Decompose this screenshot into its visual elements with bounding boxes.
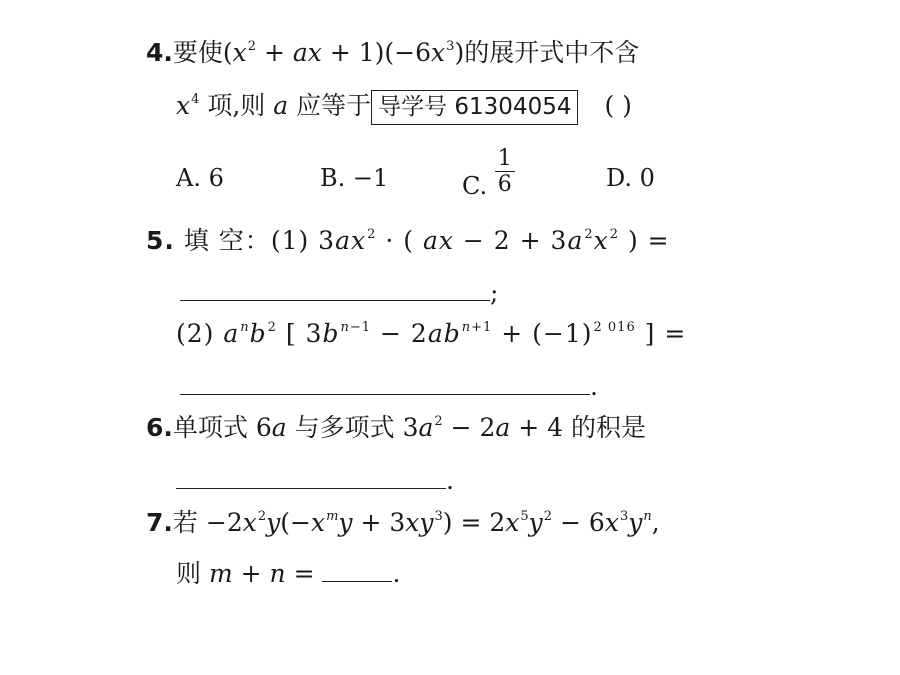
question-6-blank-row: . [176, 466, 454, 493]
option-d[interactable]: D. 0 [606, 164, 655, 192]
answer-blank-6[interactable] [176, 466, 446, 489]
answer-blank-5-2[interactable] [180, 372, 590, 395]
answer-blank-5-1[interactable] [180, 278, 490, 301]
question-4-number: 4. [146, 38, 173, 67]
question-5-number: 5. [146, 226, 175, 255]
fraction-one-sixth: $\frac{1}{6}$ [495, 146, 515, 198]
question-6-line-1: 6.单项式 6a 与多项式 $3a^2 - 2a + 4$ 的积是 [146, 413, 647, 442]
option-a[interactable]: A. 6 [176, 164, 224, 192]
question-5-blank-1-row: ; [180, 278, 498, 305]
answer-blank-7[interactable] [322, 559, 392, 582]
question-5-blank-2-row: . [180, 372, 598, 399]
guide-number-box[interactable]: 导学号 61304054 [371, 90, 578, 125]
option-c[interactable]: C. $\frac{1}{6}$ [462, 150, 515, 202]
question-5-line-1: 5. 填 空：(1) $3ax^2$ · ( ax − $2 + 3a^2x^2$ ) = [146, 226, 670, 255]
question-5-line-2: (2) $a^nb^2$ [ $3b^{n-1} - 2ab^{n+1} + (-1)^{2 016}$ ] = [176, 319, 687, 348]
question-4-line-2: $x^4$ 项,则 a 应等于 导学号 61304054 ( ) [176, 93, 632, 119]
question-7-line-2: 则 m + n = . [176, 559, 401, 588]
question-7-line-1: 7.若 $-2x^2y(-x^my + 3xy^3) = 2x^5y^2 - 6x^3y^n$, [146, 508, 660, 537]
question-6-number: 6. [146, 413, 173, 442]
question-7-number: 7. [146, 508, 173, 537]
answer-paren: ( ) [604, 91, 632, 120]
question-4-line-1: 4.要使($x^2$ + ax + $1)(-6x^3)$的展开式中不含 [146, 38, 640, 67]
option-b[interactable]: B. −1 [320, 164, 389, 192]
